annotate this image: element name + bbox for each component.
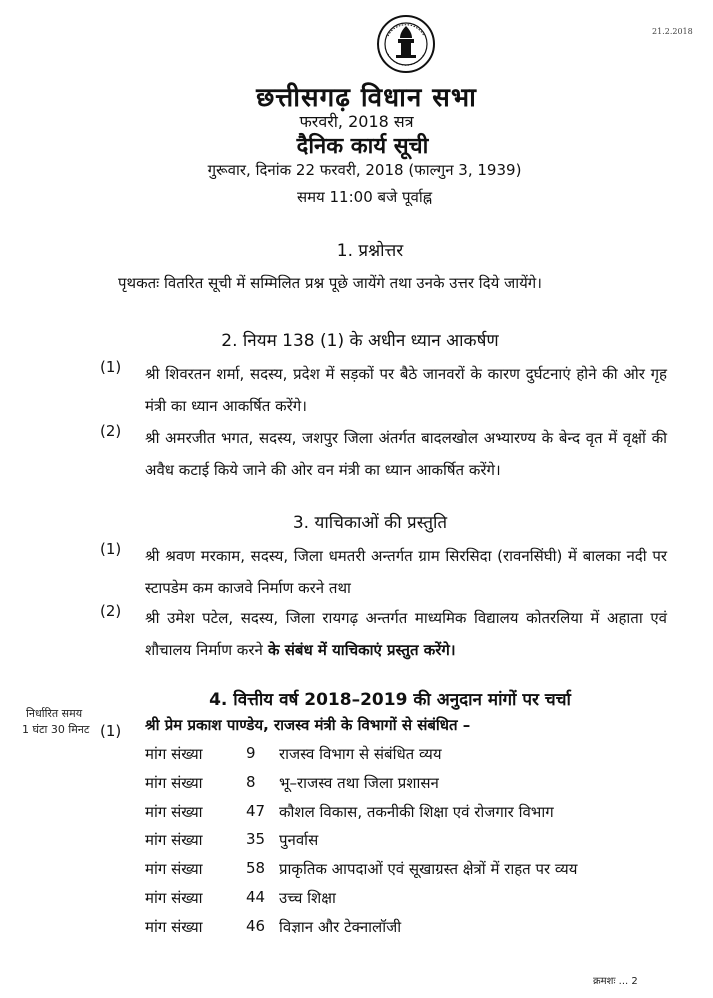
demand-department: भू–राजस्व तथा जिला प्रशासन <box>279 773 439 792</box>
demand-department: पुनर्वास <box>279 831 319 850</box>
day-date: गुरूवार, दिनांक 22 फरवरी, 2018 (फाल्गुन 3, 1939) <box>207 161 522 179</box>
demand-number: 44 <box>246 888 266 906</box>
section-1-heading: 1. प्रश्नोत्तर <box>336 241 404 261</box>
agenda-title: दैनिक कार्य सूची <box>296 134 429 159</box>
demand-number: 58 <box>246 859 266 878</box>
minister-intro: श्री प्रेम प्रकाश पाण्डेय, राजस्व मंत्री के विभागों से संबंधित – <box>145 716 471 734</box>
continued-note: क्रमशः ... 2 <box>593 976 638 987</box>
demand-number: 46 <box>246 916 266 935</box>
demand-number: 9 <box>246 744 256 762</box>
item-number: (1) <box>100 722 122 740</box>
demand-label: मांग संख्या <box>145 860 203 879</box>
demand-number: 47 <box>246 801 266 820</box>
demand-label: मांग संख्या <box>145 889 203 907</box>
petition-item-bold-text: के संबंध में याचिकाएं प्रस्तुत करेंगे। <box>262 641 456 659</box>
assembly-title: छत्तीसगढ़ विधान सभा <box>256 83 477 113</box>
demand-department: विज्ञान और टेक्नालॉजी <box>279 917 402 936</box>
petition-item <box>145 602 667 666</box>
item-number: (1) <box>100 358 122 376</box>
demand-department: कौशल विकास, तकनीकी शिक्षा एवं रोजगार विभाग <box>279 802 554 821</box>
session-label: फरवरी, 2018 सत्र <box>299 112 414 131</box>
calling-attention-item: श्री शिवरतन शर्मा, सदस्य, प्रदेश में सड़कों पर बैठे जानवरों के कारण दुर्घटनाएं होने की ओर गृह मंत्री का ध्यान आकर्षित करेंगे। <box>145 365 667 415</box>
demand-number: 35 <box>246 830 266 849</box>
section-1-text: पृथकतः वितरित सूची में सम्मिलित प्रश्न पूछे जायेंगे तथा उनके उत्तर दिये जायेंगे। <box>118 274 542 292</box>
demand-label: मांग संख्या <box>145 917 203 936</box>
petition-item-text: श्री उमेश पटेल, सदस्य, जिला रायगढ़ अन्तर्गत माध्यमिक विद्यालय कोतरलिया में अहाता एवं शौचालय निर्माण करने <box>145 609 667 659</box>
assembly-emblem-icon <box>376 14 436 74</box>
demand-label: मांग संख्या <box>145 745 203 763</box>
section-4-heading: 4. वित्तीय वर्ष 2018–2019 की अनुदान मांगों पर चर्चा <box>209 690 571 710</box>
sitting-time: समय 11:00 बजे पूर्वाह्न <box>296 188 433 206</box>
allotted-time-label: निर्धारित समय <box>26 707 83 720</box>
item-number: (2) <box>100 422 122 440</box>
demand-label: मांग संख्या <box>145 831 203 850</box>
demand-label: मांग संख्या <box>145 802 203 821</box>
demand-label: मांग संख्या <box>145 773 203 792</box>
demand-number: 8 <box>246 772 256 791</box>
demand-department: प्राकृतिक आपदाओं एवं सूखाग्रस्त क्षेत्रों में राहत पर व्यय <box>279 860 578 879</box>
item-number: (1) <box>100 540 122 558</box>
date-stamp: 21.2.2018 <box>652 27 693 36</box>
petition-item: श्री श्रवण मरकाम, सदस्य, जिला धमतरी अन्तर्गत ग्राम सिरसिदा (रावनसिंघी) में बालका नदी पर स्टापडेम कम काजवे निर्माण करने तथा <box>145 547 667 597</box>
section-3-heading: 3. याचिकाओं की प्रस्तुति <box>292 513 448 533</box>
allotted-time-value: 1 घंटा 30 मिनट <box>22 723 90 736</box>
demand-department: उच्च शिक्षा <box>279 889 336 907</box>
item-number: (2) <box>100 602 122 620</box>
demand-department: राजस्व विभाग से संबंधित व्यय <box>279 745 442 763</box>
calling-attention-item: श्री अमरजीत भगत, सदस्य, जशपुर जिला अंतर्गत बादलखोल अभ्यारण्य के बेन्द वृत में वृक्षों की अवैध कटाई किये जाने की ओर वन मंत्री का ध्यान आकर्षित करेंगे। <box>145 429 667 479</box>
section-2-heading: 2. नियम 138 (1) के अधीन ध्यान आकर्षण <box>221 331 499 351</box>
